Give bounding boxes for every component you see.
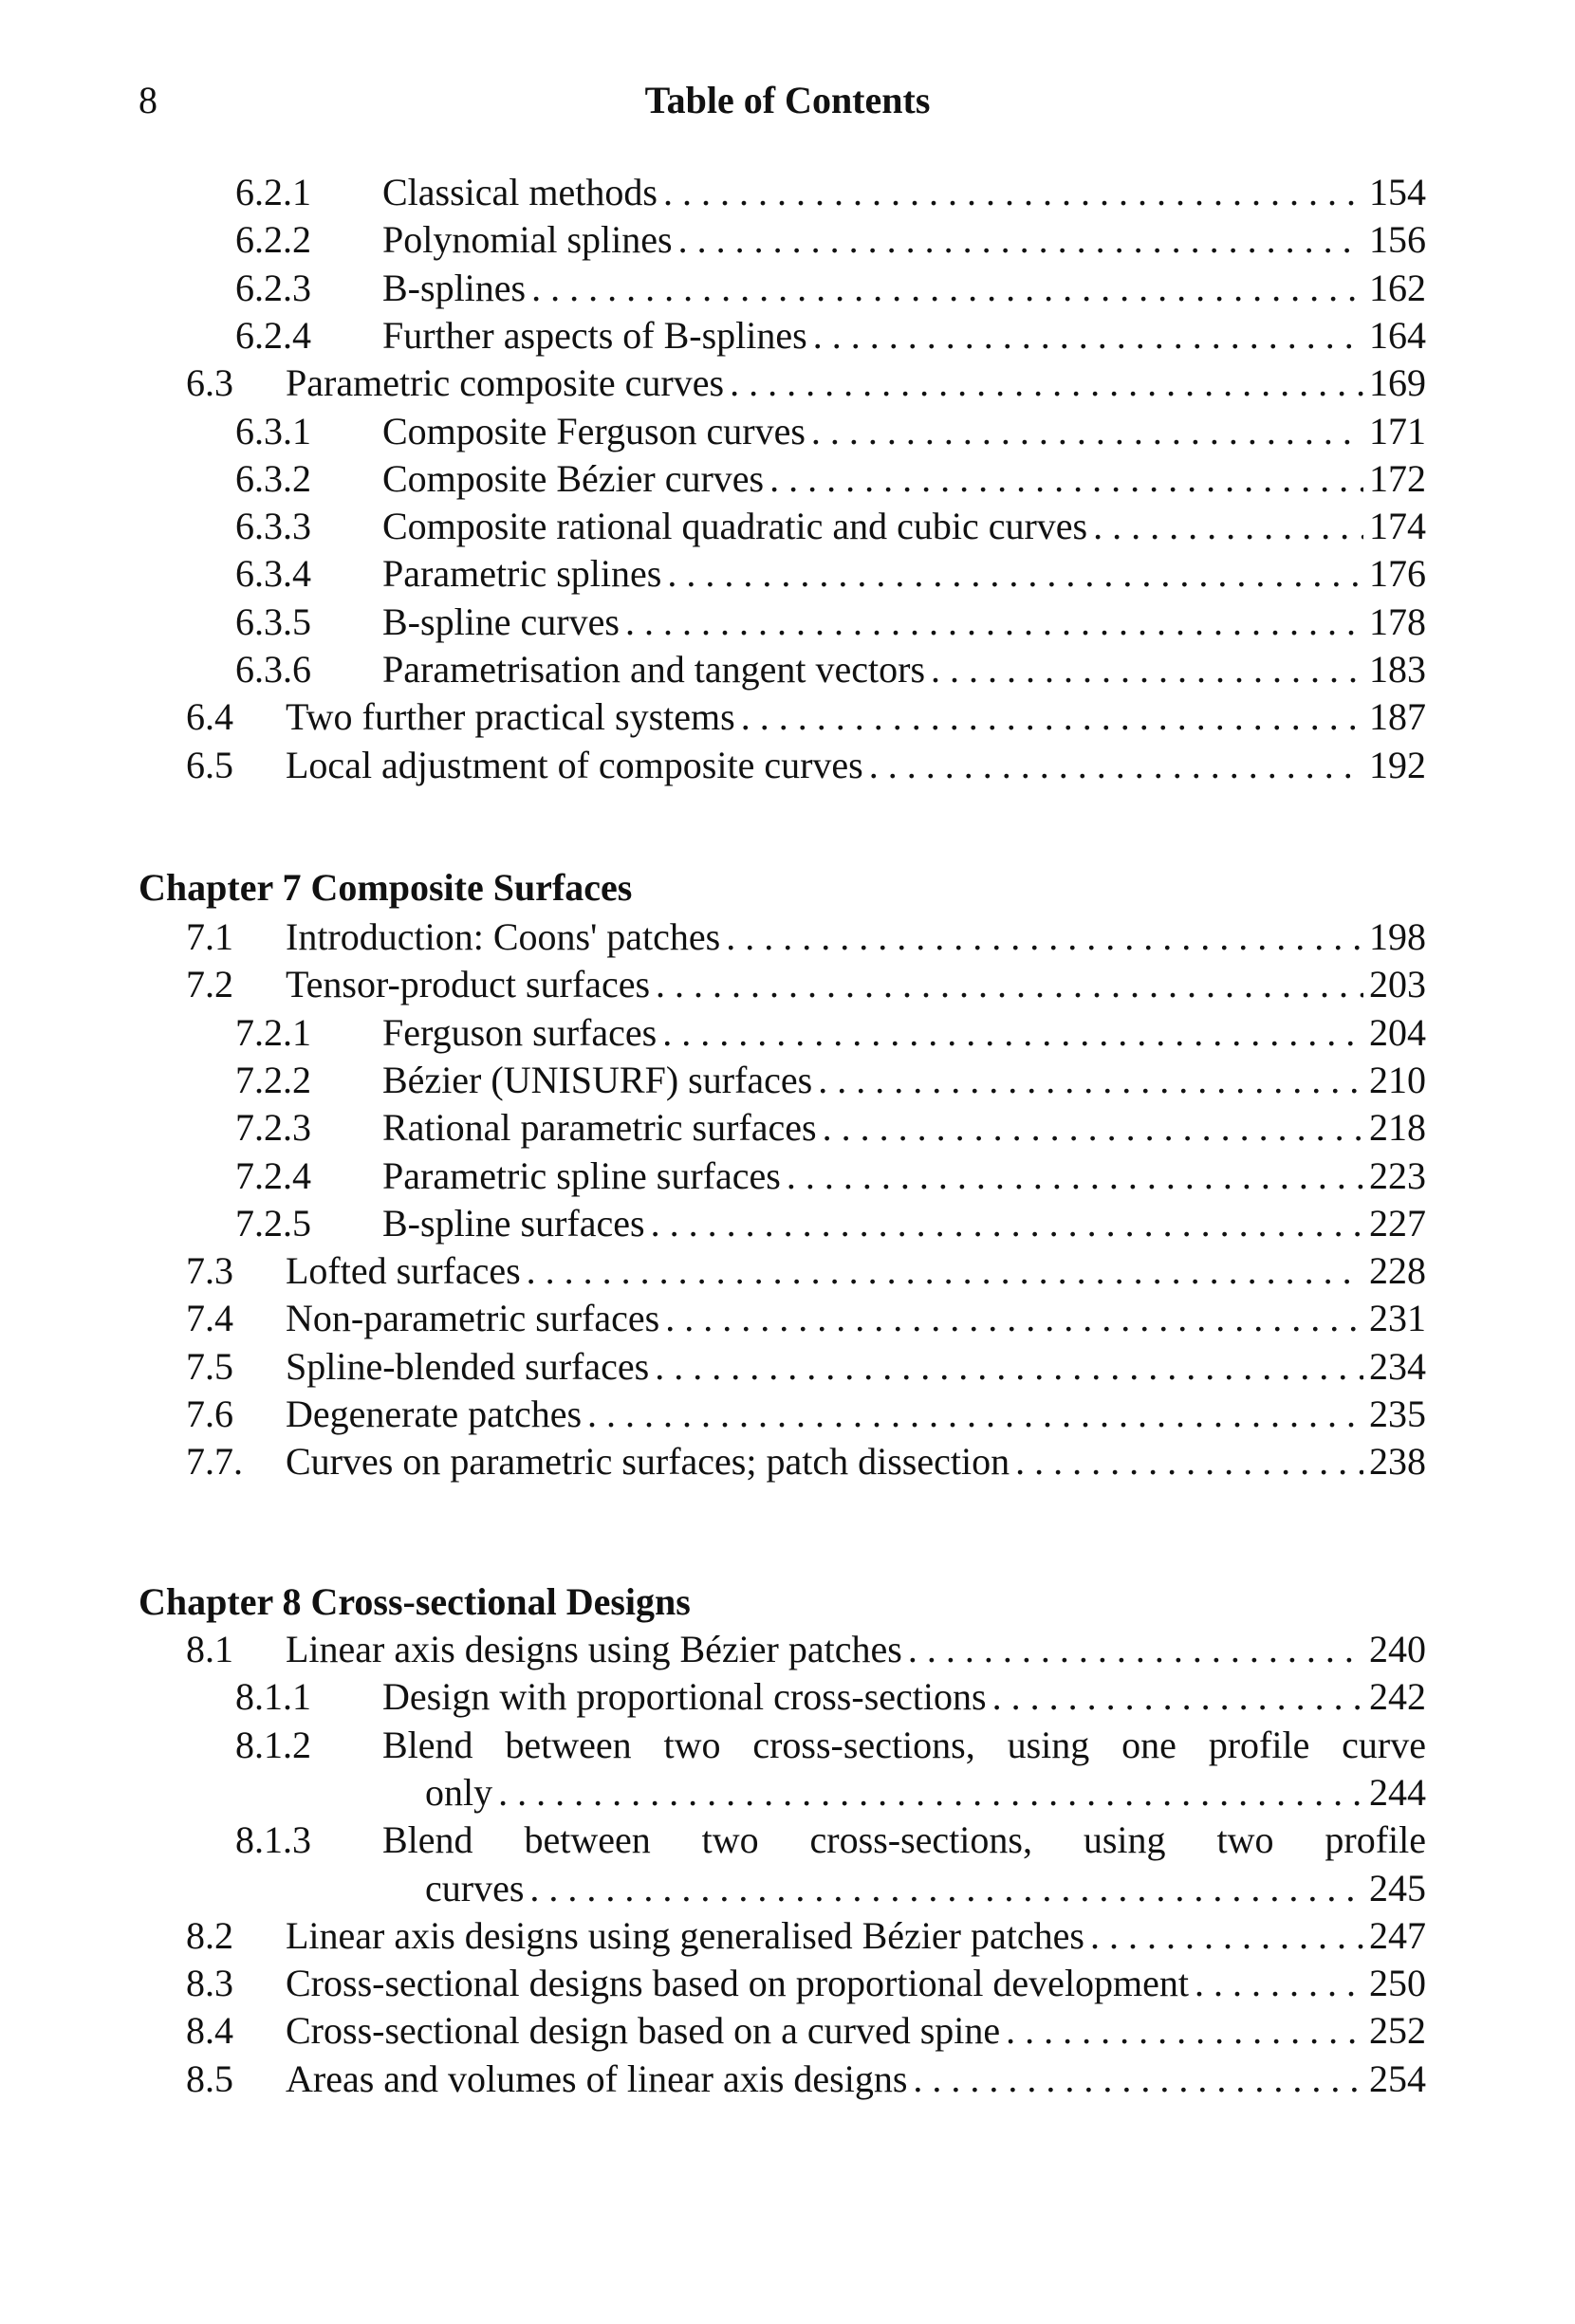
toc-entry [0, 1817, 1575, 1864]
page-reference: 156 [1369, 218, 1426, 262]
dot-leader [656, 961, 1363, 1008]
dot-leader [787, 1153, 1363, 1200]
entry-text [382, 1200, 1426, 1247]
chapter-8-heading: Chapter 8 Cross-sectional Designs [139, 1580, 691, 1623]
page-reference: 227 [1369, 1201, 1426, 1245]
dot-leader [931, 646, 1363, 693]
entry-text [382, 169, 1426, 216]
section-number: 6.3.4 [235, 552, 311, 596]
section-number: 6.2.2 [235, 218, 311, 262]
dot-leader [869, 742, 1363, 789]
section-number: 7.2.2 [235, 1058, 311, 1101]
entry-text [382, 1722, 1426, 1769]
page-reference: 240 [1369, 1628, 1426, 1670]
entry-text [382, 1153, 1426, 1200]
toc-entry [0, 693, 1575, 741]
toc-entry [0, 1104, 1575, 1152]
page-reference: 245 [1369, 1866, 1426, 1909]
entry-text [382, 455, 1426, 503]
dot-leader [908, 1626, 1363, 1673]
dot-leader [730, 360, 1363, 407]
dot-leader [741, 693, 1363, 741]
entry-title: Composite Bézier curves [382, 456, 765, 500]
entry-text [425, 1769, 1426, 1817]
page-reference: 235 [1369, 1393, 1426, 1435]
section-number: 6.3.1 [235, 409, 311, 452]
dot-leader [726, 913, 1363, 961]
dot-leader [1195, 1960, 1363, 2007]
toc-entry [0, 913, 1575, 961]
toc-entry [0, 503, 1575, 550]
dot-leader [1090, 1912, 1363, 1960]
section-number: 8.2 [186, 1913, 233, 1957]
section-number: 7.1 [186, 915, 233, 958]
page-reference: 234 [1369, 1344, 1426, 1388]
dot-leader [651, 1200, 1363, 1247]
entry-text [382, 1009, 1426, 1057]
entry-title-continuation: curves [425, 1866, 525, 1909]
toc-entry [0, 169, 1575, 216]
entry-text [286, 1391, 1426, 1438]
entry-text [382, 646, 1426, 693]
toc-entry [0, 1343, 1575, 1391]
page-reference: 176 [1369, 552, 1426, 596]
page-reference: 228 [1369, 1249, 1426, 1293]
entry-title: Linear axis designs using generalised Bézier patches [286, 1913, 1084, 1957]
section-number: 7.2.5 [235, 1201, 311, 1245]
entry-text [286, 2056, 1426, 2103]
page-reference: 254 [1369, 2057, 1426, 2100]
entry-title: Curves on parametric surfaces; patch dissection [286, 1440, 1010, 1484]
section-number: 8.1 [186, 1628, 233, 1670]
toc-entry [0, 2056, 1575, 2103]
dot-leader [818, 1057, 1363, 1104]
page-reference: 183 [1369, 648, 1426, 691]
toc-entry [0, 455, 1575, 503]
dot-leader [498, 1769, 1363, 1817]
toc-entry [0, 2007, 1575, 2055]
entry-title: Degenerate patches [286, 1393, 583, 1435]
entry-text [286, 913, 1426, 961]
section-number: 6.3.2 [235, 456, 311, 500]
page-reference: 187 [1369, 695, 1426, 739]
entry-title: Parametrisation and tangent vectors [382, 648, 926, 691]
entry-title: Lofted surfaces [286, 1249, 521, 1293]
section-number: 6.3 [186, 361, 233, 405]
entry-title: Ferguson surfaces [382, 1010, 658, 1054]
entry-title: Parametric splines [382, 552, 662, 596]
dot-leader [811, 408, 1363, 455]
section-number: 7.5 [186, 1344, 233, 1388]
dot-leader [663, 169, 1363, 216]
toc-entry [0, 265, 1575, 312]
entry-title-continuation: only [425, 1770, 493, 1814]
entry-text [382, 550, 1426, 598]
page-reference: 154 [1369, 171, 1426, 213]
toc-entry [0, 599, 1575, 646]
entry-title: Classical methods [382, 171, 658, 213]
page-reference: 192 [1369, 743, 1426, 786]
section-number: 8.1.2 [235, 1723, 311, 1766]
section-number: 6.2.1 [235, 171, 311, 213]
entry-text [286, 1438, 1426, 1485]
dot-leader [665, 1295, 1363, 1342]
toc-entry [0, 408, 1575, 455]
dot-leader [823, 1104, 1363, 1152]
entry-title: Linear axis designs using Bézier patches [286, 1628, 902, 1670]
entry-text [382, 1673, 1426, 1721]
entry-text [382, 312, 1426, 360]
dot-leader [1093, 503, 1363, 550]
page-reference: 238 [1369, 1440, 1426, 1484]
entry-text [286, 742, 1426, 789]
dot-leader [1015, 1438, 1363, 1485]
page-number: 8 [139, 79, 158, 121]
toc-entry [0, 646, 1575, 693]
toc-entry [0, 550, 1575, 598]
section-number: 8.5 [186, 2057, 233, 2100]
page-reference: 210 [1369, 1058, 1426, 1101]
dot-leader [529, 1865, 1363, 1912]
entry-text [382, 1104, 1426, 1152]
dot-leader [655, 1343, 1363, 1391]
entry-title: Areas and volumes of linear axis designs [286, 2057, 908, 2100]
section-number: 7.6 [186, 1393, 233, 1435]
page-reference: 203 [1369, 963, 1426, 1006]
page-reference: 204 [1369, 1010, 1426, 1054]
dot-leader [667, 550, 1363, 598]
entry-text [382, 216, 1426, 264]
section-number: 7.2.3 [235, 1106, 311, 1150]
dot-leader [662, 1009, 1363, 1057]
toc-entry [0, 312, 1575, 360]
entry-text [382, 408, 1426, 455]
toc-entry [0, 1295, 1575, 1342]
entry-title: Polynomial splines [382, 218, 673, 262]
dot-leader [813, 312, 1363, 360]
section-number: 8.1.1 [235, 1675, 311, 1719]
page-reference: 171 [1369, 409, 1426, 452]
section-number: 6.4 [186, 695, 233, 739]
page-reference: 244 [1369, 1770, 1426, 1814]
entry-text [286, 1295, 1426, 1342]
toc-entry [0, 216, 1575, 264]
toc-entry [0, 1722, 1575, 1769]
entry-title: Composite rational quadratic and cubic curves [382, 505, 1088, 548]
entry-text [286, 2007, 1426, 2055]
section-number: 6.3.5 [235, 599, 311, 643]
toc-entry [0, 1912, 1575, 1960]
page-reference: 223 [1369, 1153, 1426, 1197]
entry-text [382, 1057, 1426, 1104]
entry-text [286, 961, 1426, 1008]
entry-text [286, 360, 1426, 407]
dot-leader [1006, 2007, 1363, 2055]
toc-entry [0, 1673, 1575, 1721]
page-reference: 174 [1369, 505, 1426, 548]
section-number: 7.2.4 [235, 1153, 311, 1197]
entry-text [286, 693, 1426, 741]
entry-title: Blend between two cross-sections, using two profile [382, 1818, 1426, 1862]
entry-title: Blend between two cross-sections, using one profile curve [382, 1723, 1426, 1766]
toc-entry [0, 1153, 1575, 1200]
entry-title: B-spline curves [382, 599, 620, 643]
running-head: Table of Contents [644, 79, 931, 121]
dot-leader [587, 1391, 1363, 1438]
entry-title: Design with proportional cross-sections [382, 1675, 987, 1719]
page-reference: 178 [1369, 599, 1426, 643]
entry-title: Composite Ferguson curves [382, 409, 806, 452]
section-number: 7.2 [186, 963, 233, 1006]
page-reference: 169 [1369, 361, 1426, 405]
dot-leader [992, 1673, 1363, 1721]
page-reference: 242 [1369, 1675, 1426, 1719]
toc-entry-continuation [0, 1769, 1575, 1817]
toc-entry [0, 742, 1575, 789]
toc-entry [0, 1247, 1575, 1295]
entry-title: Spline-blended surfaces [286, 1344, 650, 1388]
page-reference: 164 [1369, 313, 1426, 357]
section-number: 6.2.4 [235, 313, 311, 357]
page-reference: 252 [1369, 2009, 1426, 2053]
entry-title: Cross-sectional design based on a curved spine [286, 2009, 1001, 2053]
dot-leader [527, 1247, 1363, 1295]
page-reference: 247 [1369, 1913, 1426, 1957]
section-number: 6.3.6 [235, 648, 311, 691]
section-number: 7.2.1 [235, 1010, 311, 1054]
entry-title: Two further practical systems [286, 695, 735, 739]
entry-text [286, 1247, 1426, 1295]
toc-entry [0, 1626, 1575, 1673]
chapter-7-heading: Chapter 7 Composite Surfaces [139, 866, 633, 909]
dot-leader [913, 2056, 1363, 2103]
entry-title: B-spline surfaces [382, 1201, 645, 1245]
entry-title: Bézier (UNISURF) surfaces [382, 1058, 813, 1101]
toc-entry [0, 1960, 1575, 2007]
section-number: 7.7. [186, 1440, 243, 1484]
toc-entry [0, 1200, 1575, 1247]
dot-leader [769, 455, 1363, 503]
toc-entry [0, 1057, 1575, 1104]
entry-text [286, 1626, 1426, 1673]
toc-entry-continuation [0, 1865, 1575, 1912]
toc-entry [0, 1438, 1575, 1485]
entry-title: Introduction: Coons' patches [286, 915, 721, 958]
dot-leader [625, 599, 1363, 646]
entry-title: Local adjustment of composite curves [286, 743, 863, 786]
page-reference: 172 [1369, 456, 1426, 500]
section-number: 7.3 [186, 1249, 233, 1293]
toc-entry [0, 1009, 1575, 1057]
entry-title: Parametric spline surfaces [382, 1153, 781, 1197]
entry-title: Further aspects of B-splines [382, 313, 807, 357]
toc-entry [0, 961, 1575, 1008]
entry-text [382, 599, 1426, 646]
section-number: 6.5 [186, 743, 233, 786]
entry-title: Tensor-product surfaces [286, 963, 651, 1006]
entry-title: Non-parametric surfaces [286, 1297, 660, 1340]
section-number: 6.2.3 [235, 266, 311, 309]
entry-title: Parametric composite curves [286, 361, 725, 405]
entry-text [286, 1343, 1426, 1391]
page-reference: 198 [1369, 915, 1426, 958]
entry-text [382, 1817, 1426, 1864]
section-number: 8.3 [186, 1962, 233, 2005]
entry-text [286, 1912, 1426, 1960]
entry-title: B-splines [382, 266, 527, 309]
entry-text [425, 1865, 1426, 1912]
section-number: 8.4 [186, 2009, 233, 2053]
entry-title: Rational parametric surfaces [382, 1106, 817, 1150]
entry-title: Cross-sectional designs based on proportional development [286, 1962, 1190, 2005]
page-reference: 250 [1369, 1962, 1426, 2005]
page-reference: 218 [1369, 1106, 1426, 1150]
toc-entry [0, 1391, 1575, 1438]
toc-entry [0, 360, 1575, 407]
section-number: 6.3.3 [235, 505, 311, 548]
page-reference: 162 [1369, 266, 1426, 309]
section-number: 7.4 [186, 1297, 233, 1340]
entry-text [382, 265, 1426, 312]
dot-leader [531, 265, 1363, 312]
entry-text [286, 1960, 1426, 2007]
page-reference: 231 [1369, 1297, 1426, 1340]
entry-text [382, 503, 1426, 550]
dot-leader [678, 216, 1363, 264]
section-number: 8.1.3 [235, 1818, 311, 1862]
